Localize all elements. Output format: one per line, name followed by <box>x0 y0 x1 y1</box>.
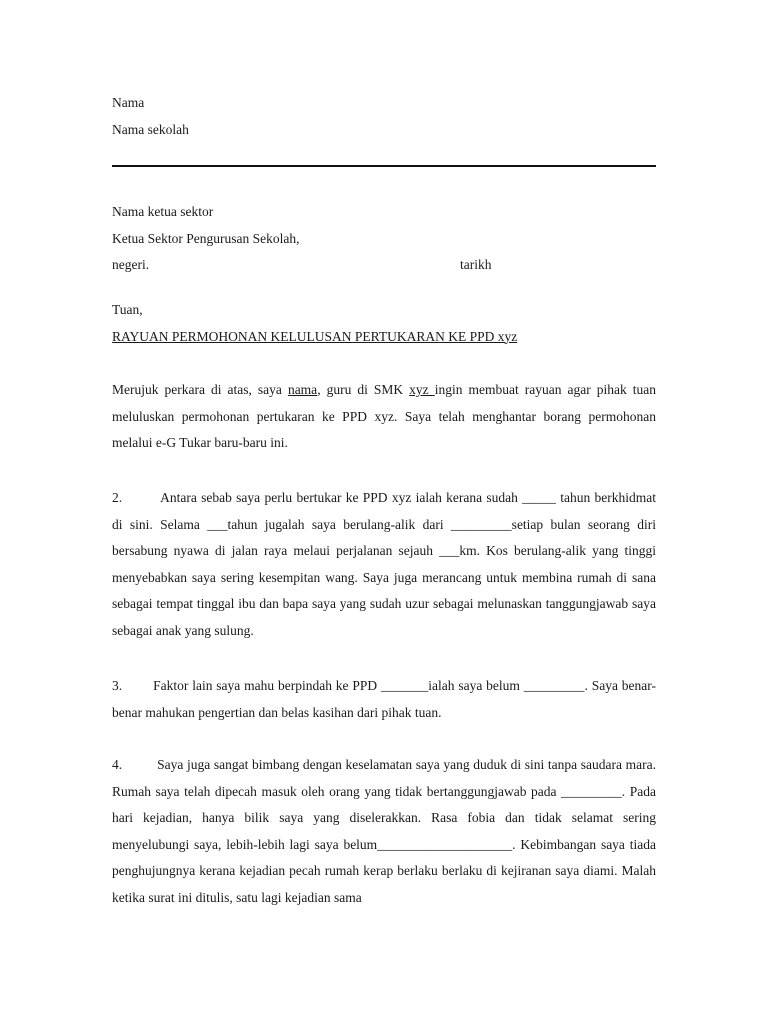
paragraph-4-number: 4. <box>112 757 123 772</box>
p1-part-a: Merujuk perkara di atas, saya <box>112 382 288 397</box>
p1-part-c: ingin membuat rayuan agar pihak tuan meluluskan permohonan pertukaran ke PPD xyz. Saya telah menghantar borang permohonan melalui e-G Tukar baru-baru ini. <box>112 382 657 450</box>
paragraph-3 <box>112 673 656 726</box>
recipient-state: negeri. <box>112 257 150 272</box>
salutation: Tuan, <box>112 302 143 317</box>
sender-school: Nama sekolah <box>112 121 189 137</box>
paragraph-2-number: 2. <box>112 490 123 505</box>
p1-teacher-name: nama <box>287 382 318 397</box>
paragraph-4-body: Saya juga sangat bimbang dengan keselamatan saya yang duduk di sini tanpa saudara mara. Rumah saya telah dipecah masuk oleh orang yang tidak bertanggungjawab pada _________. Pada hari kejadian, hanya bilik saya yang diselerakkan. Rasa fobia dan tidak selamat sering menyelubungi saya, lebih-lebih lagi saya belum____________________. Kebimbangan saya tiada penghujungnya kerana kejadian pecah rumah kerap berlaku berlaku di kejiranan saya diami. Malah ketika surat ini ditulis, satu lagi kejadian sama <box>112 757 656 905</box>
paragraph-3-body: Faktor lain saya mahu berpindah ke PPD _______ialah saya belum _________. Saya benar-benar mahukan pengertian dan belas kasihan dari pihak tuan. <box>112 678 656 720</box>
paragraph-4 <box>112 752 656 911</box>
paragraph-4-text <box>112 752 656 911</box>
sender-block <box>112 90 656 143</box>
sender-name: Nama <box>112 95 145 110</box>
header-divider <box>112 165 656 167</box>
paragraph-2 <box>112 485 656 644</box>
letter-subject: RAYUAN PERMOHONAN KELULUSAN PERTUKARAN KE PPD xyz <box>112 328 518 344</box>
state-date-row <box>112 252 656 278</box>
p1-part-b: , guru di SMK <box>317 382 410 397</box>
paragraph-2-body: Antara sebab saya perlu bertukar ke PPD xyz ialah kerana sudah _____ tahun berkhidmat di sini. Selama ___tahun jugalah saya berulang-alik dari _________setiap bulan seorang diri bersabung nyawa di jalan raya melaui perjalanan sejauh ___km. Kos berulang-alik yang tinggi menyebabkan saya sering kesempitan wang. Saya juga merancang untuk membina rumah di sana sebagai tempat tinggal ibu dan bapa saya yang sudah uzur sebagai melunaskan tanggungjawab saya sebagai anak yang sulung. <box>112 490 656 638</box>
recipient-block <box>112 199 656 278</box>
paragraph-2-text <box>112 485 656 644</box>
paragraph-3-text <box>112 673 656 726</box>
recipient-title: Ketua Sektor Pengurusan Sekolah, <box>112 230 300 246</box>
paragraph-1 <box>112 377 656 457</box>
recipient-name: Nama ketua sektor <box>112 204 214 219</box>
paragraph-1-text <box>112 377 656 457</box>
p1-school-name: xyz <box>409 382 435 397</box>
letter-date: tarikh <box>460 257 492 272</box>
salutation-block <box>112 297 656 350</box>
paragraph-3-number: 3. <box>112 678 123 693</box>
